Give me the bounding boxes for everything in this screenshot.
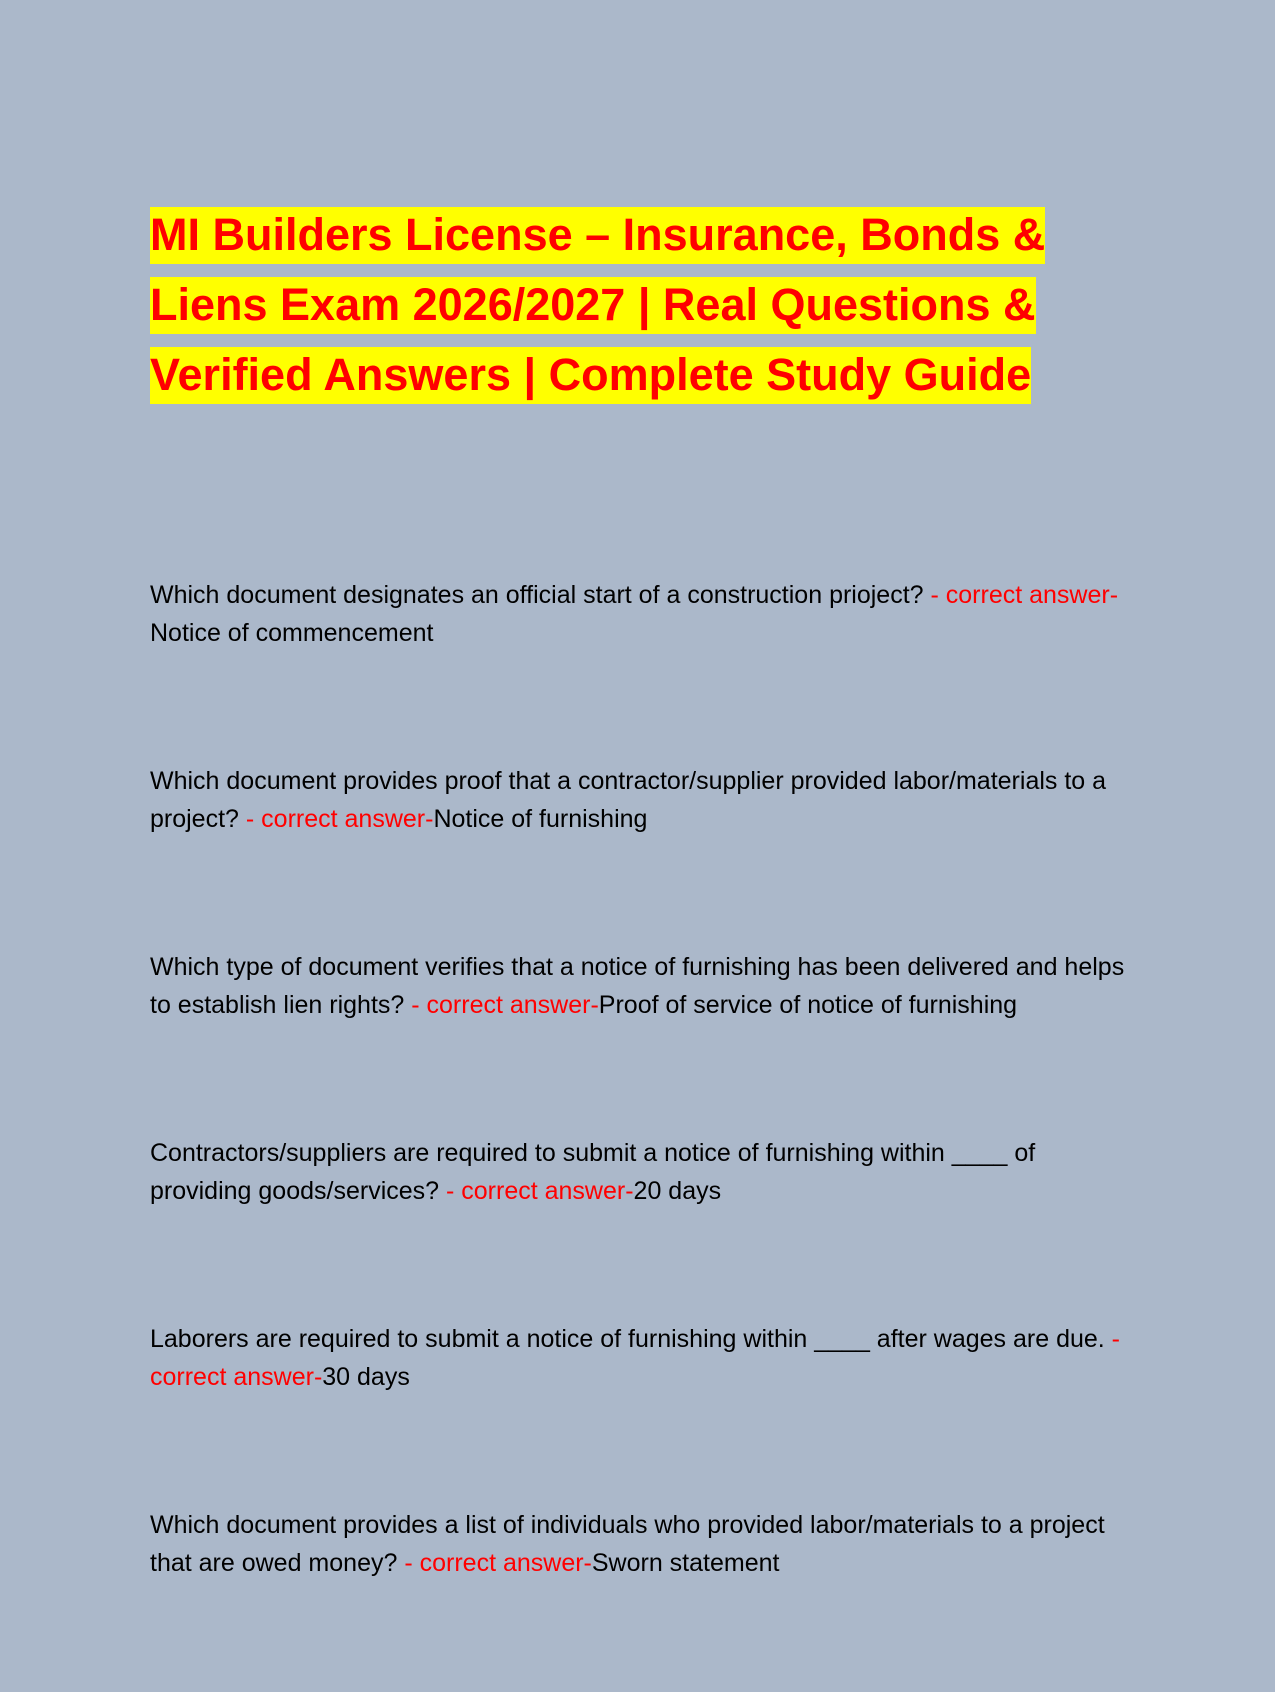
title-highlight: MI Builders License – Insurance, Bonds & Liens Exam 2026/2027 | Real Questions & Verified Answers | Complete Study Guide [150,207,1045,404]
answer-text: Notice of furnishing [433,805,648,833]
answer-text: Notice of commencement [150,619,434,647]
qa-item-6 [150,1506,1125,1582]
qa-item-1 [150,576,1125,652]
question-text: Which document designates an official start of a construction prioject? [150,581,924,609]
qa-item-4 [150,1134,1125,1210]
question-text: Laborers are required to submit a notice of furnishing within ____ after wages are due. [150,1325,1105,1353]
correct-answer-label: - correct answer- [397,1549,592,1577]
qa-item-5 [150,1320,1125,1396]
answer-text: 30 days [322,1363,410,1391]
correct-answer-label: - correct answer- [404,991,599,1019]
question-text: Which document provides a list of individuals who provided labor/materials to a project that are owed money? [150,1511,1105,1577]
correct-answer-label: - correct answer- [150,1325,1121,1391]
answer-text: Sworn statement [591,1549,780,1577]
answer-text: 20 days [633,1177,722,1205]
question-text: Contractors/suppliers are required to submit a notice of furnishing within ____ of providing goods/services? [150,1139,1036,1205]
correct-answer-label: - correct answer- [238,805,434,833]
correct-answer-label: - correct answer- [439,1177,634,1205]
qa-item-2 [150,762,1125,838]
qa-item-3 [150,948,1125,1024]
document-title [150,200,1150,410]
qa-list [150,576,1125,1692]
question-text: Which document provides proof that a contractor/supplier provided labor/materials to a project? [150,767,1107,833]
question-text: Which type of document verifies that a notice of furnishing has been delivered and helps to establish lien rights? [150,953,1125,1019]
answer-text: Proof of service of notice of furnishing [598,991,1018,1019]
correct-answer-label: - correct answer- [923,581,1119,609]
